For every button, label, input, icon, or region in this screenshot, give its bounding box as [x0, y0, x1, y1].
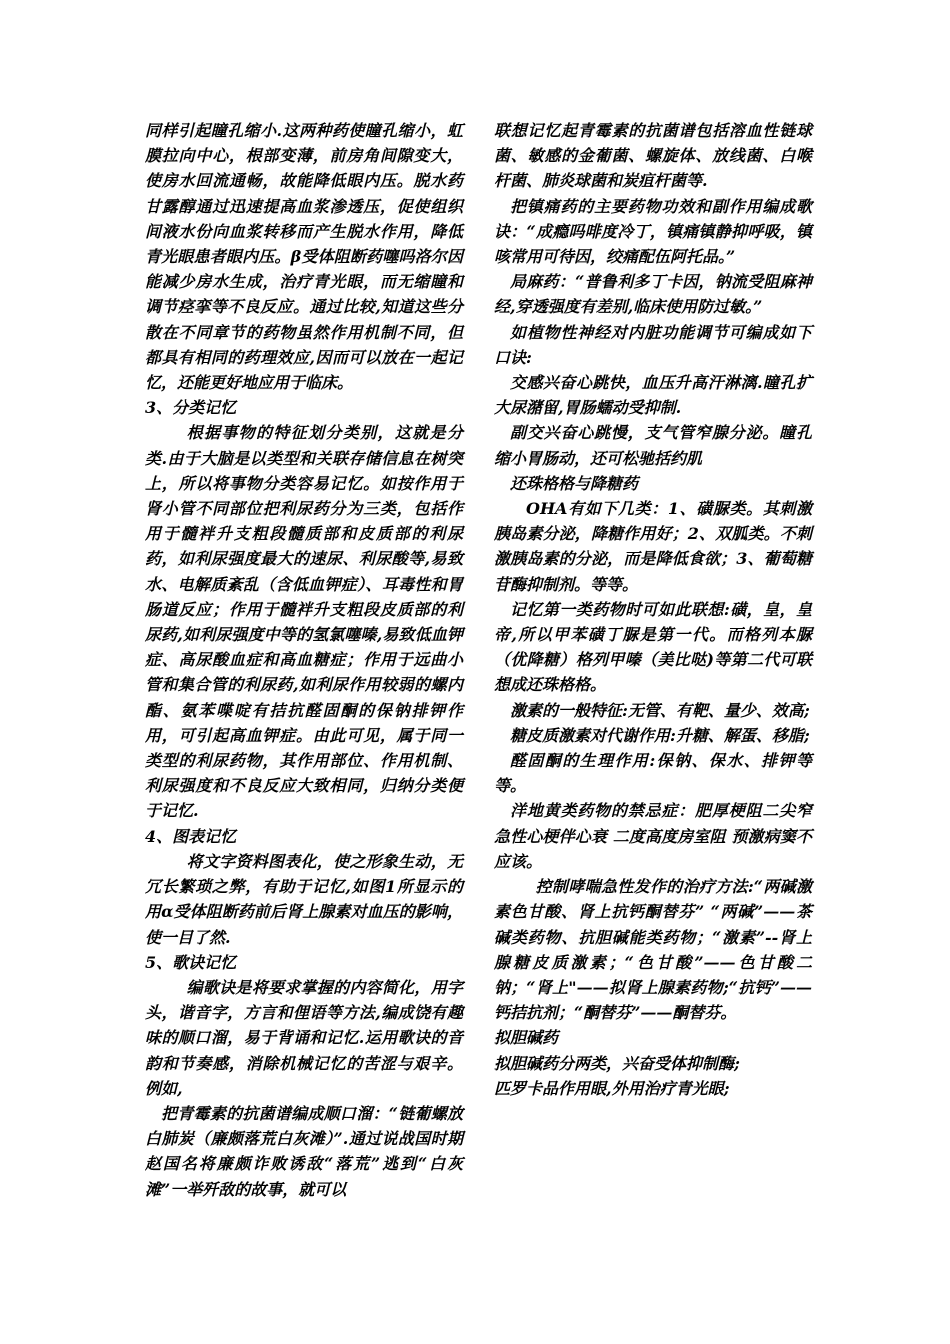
- paragraph: 联想记忆起青霉素的抗菌谱包括溶血性链球菌、敏感的金葡菌、螺旋体、放线菌、白喉杆菌、肺炎球菌和炭疽杆菌等.: [494, 121, 812, 191]
- paragraph: 记忆第一类药物时可如此联想:磺，皇，皇帝,所以甲苯磺丁脲是第一代。而格列本脲（优降糖）格列甲嗪（美比哒)等第二代可联想成还珠格格。: [494, 599, 812, 695]
- paragraph: 4、图表记忆: [145, 826, 237, 846]
- paragraph: 同样引起瞳孔缩小.这两种药使瞳孔缩小，虹膜拉向中心，根部变薄，前房角间隙变大，使房水回流通畅，故能降低眼内压。脱水药甘露醇通过迅速提高血浆渗透压，促使组织间液水份向血浆转移而产生脱水作用，降低青光眼患者眼内压。β受体阻断药噻吗洛尔因能减少房水生成，治疗青光眼，而无缩瞳和调节痉挛等不良反应。通过比较,知道这些分散在不同章节的药物虽然作用机制不同，但都具有相同的药理效应,因而可以放在一起记忆，还能更好地应用于临床。: [145, 121, 463, 393]
- paragraph: 交感兴奋心跳快，血压升高汗淋漓.瞳孔扩大尿潴留,胃肠蠕动受抑制.: [494, 373, 812, 418]
- paragraph: 把青霉素的抗菌谱编成顺口溜：“链葡螺放白肺炭（廉颇落荒白灰滩）”.通过说战国时期赵国名将廉颇诈败诱敌“落荒”逃到“白灰滩”一举歼敌的故事，就可以: [145, 1103, 463, 1199]
- paragraph: 激素的一般特征:无管、有靶、量少、效高;: [510, 700, 810, 720]
- paragraph: 拟胆碱药分两类，兴奋受体抑制酶;: [494, 1053, 740, 1073]
- paragraph: 5、歌诀记忆: [145, 952, 237, 972]
- paragraph: 根据事物的特征划分类别，这就是分类.由于大脑是以类型和关联存储信息在树突上，所以将事物分类容易记忆。如按作用于肾小管不同部位把利尿药分为三类，包括作用于髓袢升支粗段髓质部和皮质部的利尿药，如利尿强度最大的速尿、利尿酸等,易致水、电解质紊乱（含低血钾症）、耳毒性和胃肠道反应；作用于髓袢升支粗段皮质部的利尿药,如利尿强度中等的氢氯噻嗪,易致低血钾症、高尿酸血症和高血糖症；作用于远曲小管和集合管的利尿药,如利尿作用较弱的螺内酯、氨苯喋啶有拮抗醛固酮的保钠排钾作用，可引起高血钾症。由此可见，属于同一类型的利尿药物，其作用部位、作用机制、利尿强度和不良反应大致相同，归纳分类便于记忆.: [145, 423, 463, 821]
- left-column: [145, 118, 463, 1202]
- paragraph: 局麻药：“普鲁利多丁卡因，钠流受阻麻神经,穿透强度有差别,临床使用防过敏。”: [494, 272, 812, 317]
- paragraph: 把镇痛药的主要药物功效和副作用编成歌诀：“成瘾吗啡度冷丁，镇痛镇静抑呼吸，镇咳常用可待因，绞痛配伍阿托品。”: [494, 196, 812, 267]
- paragraph: 副交兴奋心跳慢，支气管窄腺分泌。瞳孔缩小胃肠动，还可松驰括约肌: [494, 423, 812, 468]
- paragraph: 醛固酮的生理作用:保钠、保水、排钾等等。: [494, 751, 812, 796]
- paragraph: 洋地黄类药物的禁忌症：肥厚梗阻二尖窄 急性心梗伴心衰 二度高度房室阻 预激病窦不应该。: [494, 801, 812, 871]
- paragraph: 匹罗卡品作用眼,外用治疗青光眼;: [494, 1078, 730, 1098]
- paragraph: 如植物性神经对内脏功能调节可编成如下口诀:: [494, 322, 812, 367]
- paragraph: 拟胆碱药: [494, 1028, 559, 1048]
- paragraph: 控制哮喘急性发作的治疗方法:“两碱激素色甘酸、肾上抗钙酮替芬” “两碱”——茶碱类药物、抗胆碱能类药物；“激素”--肾上腺糖皮质激素；“色甘酸”——色甘酸二钠；“肾上"——拟肾上腺素药物;“抗钙”——钙拮抗剂；“酮替芬”——酮替芬。: [494, 877, 812, 1023]
- paragraph: 3、分类记忆: [145, 398, 237, 418]
- paragraph: 将文字资料图表化，使之形象生动，无冗长繁琐之弊，有助于记忆,如图1所显示的用α受体阻断药前后肾上腺素对血压的影响，使一目了然.: [145, 851, 463, 947]
- right-column: [494, 118, 812, 1101]
- paragraph: 编歌诀是将要求掌握的内容简化，用字头，谐音字，方言和俚语等方法,编成饶有趣味的顺口溜，易于背诵和记忆.运用歌诀的音韵和节奏感，消除机械记忆的苦涩与艰辛。例如,: [145, 977, 463, 1098]
- paragraph: 还珠格格与降糖药: [510, 473, 639, 493]
- paragraph: OHA有如下几类：1、磺脲类。其刺激胰岛素分泌，降糖作用好；2、双胍类。不刺激胰岛素的分泌，而是降低食欲；3、葡萄糖苷酶抑制剂。等等。: [494, 499, 812, 594]
- paragraph: 糖皮质激素对代谢作用:升糖、解蛋、移脂;: [510, 725, 810, 745]
